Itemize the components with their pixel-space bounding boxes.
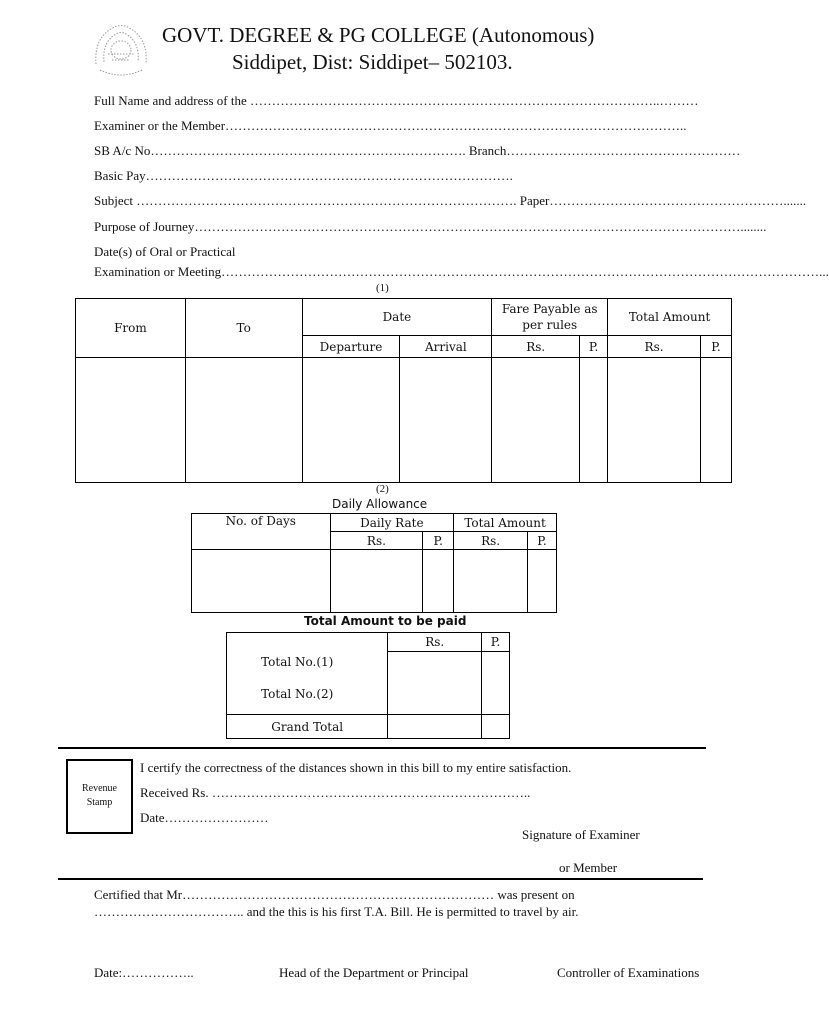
certify-text: I certify the correctness of the distances shown in this bill to my entire satisfaction. — [140, 760, 572, 775]
name-label: Full Name and address of the — [94, 93, 247, 108]
da-rs-cell[interactable] — [454, 550, 528, 613]
dates-row — [94, 264, 829, 280]
certified-line-1[interactable]: Certified that Mr……………………………………………………………… was present on — [94, 887, 575, 902]
days-cell[interactable] — [192, 550, 331, 613]
name-dots[interactable]: …………………………………………………………………………………..……… — [249, 93, 699, 108]
certified-line-2[interactable]: …………………………….. and the this is his first T.A. Bill. He is permitted to travel by air. — [94, 904, 579, 919]
totals-p-header: P. — [482, 633, 510, 652]
dates-dots[interactable]: …………………………………………………………………………………………………………………………... — [221, 264, 829, 279]
daily-allowance-table — [191, 513, 557, 613]
grand-total-label: Grand Total — [227, 715, 388, 739]
da-total-header: Total Amount — [454, 514, 557, 532]
revenue-stamp-label — [68, 782, 131, 810]
fare-header: Fare Payable as per rules — [492, 299, 608, 336]
name-field-row — [94, 93, 698, 109]
section-divider-bottom — [58, 878, 703, 880]
fare-rs-cell[interactable] — [492, 358, 580, 483]
subject-dots[interactable]: ……………………………………………………………………………. — [136, 193, 517, 208]
revenue-stamp-line2: Stamp — [86, 797, 113, 808]
section-divider-top — [58, 747, 706, 749]
paper-dots[interactable]: ………………………………………………....... — [549, 193, 807, 208]
purpose-dots[interactable]: ………………………………………………………………………………………………………………........ — [194, 219, 767, 234]
departure-cell[interactable] — [302, 358, 400, 483]
rate-p-header: P. — [423, 532, 454, 550]
daily-allowance-caption: Daily Allowance — [332, 497, 428, 511]
hod-signature-label: Head of the Department or Principal — [279, 965, 469, 980]
grand-total-rs-cell[interactable] — [388, 715, 482, 739]
basic-pay-dots[interactable]: …………………………………………………………………………. — [145, 168, 513, 183]
college-title: GOVT. DEGREE & PG COLLEGE (Autonomous) — [162, 23, 595, 47]
days-header: No. of Days — [192, 514, 331, 550]
revenue-stamp-box[interactable] — [66, 759, 133, 834]
totals-rs-header: Rs. — [388, 633, 482, 652]
from-cell[interactable] — [76, 358, 186, 483]
paper-label: Paper — [519, 193, 550, 208]
college-address: Siddipet, Dist: Siddipet– 502103. — [232, 50, 513, 74]
total-2-label: Total No.(2) — [261, 687, 334, 701]
examiner-field-row — [94, 118, 687, 134]
dates-label-line2: Examination or Meeting — [94, 264, 222, 279]
branch-dots[interactable]: ……………………………………………… — [506, 143, 741, 158]
totals-label-cell — [227, 633, 388, 715]
certificate-date-field[interactable]: Date…………………… — [140, 810, 269, 825]
signature-examiner-label: Signature of Examiner — [522, 827, 640, 842]
date-header: Date — [302, 299, 492, 336]
da-p-header: P. — [528, 532, 557, 550]
total-p-header: P. — [700, 336, 731, 358]
total-amount-header: Total Amount — [608, 299, 732, 336]
daily-rate-header: Daily Rate — [330, 514, 454, 532]
totals-p-cell[interactable] — [482, 652, 510, 715]
da-p-cell[interactable] — [528, 550, 557, 613]
rate-rs-header: Rs. — [330, 532, 423, 550]
received-rs-field[interactable]: Received Rs. ……………………………………………………………….. — [140, 785, 531, 800]
total-p-cell[interactable] — [700, 358, 731, 483]
purpose-row — [94, 219, 766, 235]
total-1-label: Total No.(1) — [261, 655, 334, 669]
table2-marker: (2) — [376, 483, 389, 495]
examiner-label: Examiner or the Member — [94, 118, 226, 133]
total-rs-cell[interactable] — [608, 358, 701, 483]
signature-member-label: or Member — [559, 860, 618, 875]
basic-pay-row — [94, 168, 513, 184]
controller-signature-label: Controller of Examinations — [557, 965, 700, 980]
revenue-stamp-line1: Revenue — [82, 783, 117, 794]
sb-label: SB A/c No — [94, 143, 151, 158]
rate-rs-cell[interactable] — [330, 550, 423, 613]
to-header: To — [185, 299, 302, 358]
departure-header: Departure — [302, 336, 400, 358]
arrival-cell[interactable] — [400, 358, 492, 483]
dates-label-line1: Date(s) of Oral or Practical — [94, 244, 236, 259]
footer-date-field[interactable]: Date:…………….. — [94, 965, 194, 980]
fare-p-header: P. — [580, 336, 608, 358]
total-rs-header: Rs. — [608, 336, 701, 358]
sb-dots[interactable]: ………………………………………………………………. — [150, 143, 466, 158]
grand-total-p-cell[interactable] — [482, 715, 510, 739]
fare-rs-header: Rs. — [492, 336, 580, 358]
sb-account-row — [94, 143, 740, 159]
from-header: From — [76, 299, 186, 358]
purpose-label: Purpose of Journey — [94, 219, 195, 234]
subject-row — [94, 193, 806, 209]
college-seal-logo — [86, 14, 156, 84]
journey-table — [75, 298, 732, 483]
totals-table — [226, 632, 510, 739]
examiner-dots[interactable]: …………………………………………………………………………………………….. — [225, 118, 687, 133]
basic-pay-label: Basic Pay — [94, 168, 146, 183]
total-amount-caption: Total Amount to be paid — [304, 614, 467, 628]
da-rs-header: Rs. — [454, 532, 528, 550]
totals-rs-cell[interactable] — [388, 652, 482, 715]
to-cell[interactable] — [185, 358, 302, 483]
table1-marker: (1) — [376, 282, 389, 294]
fare-p-cell[interactable] — [580, 358, 608, 483]
branch-label: Branch — [468, 143, 507, 158]
rate-p-cell[interactable] — [423, 550, 454, 613]
subject-label: Subject — [94, 193, 133, 208]
arrival-header: Arrival — [400, 336, 492, 358]
